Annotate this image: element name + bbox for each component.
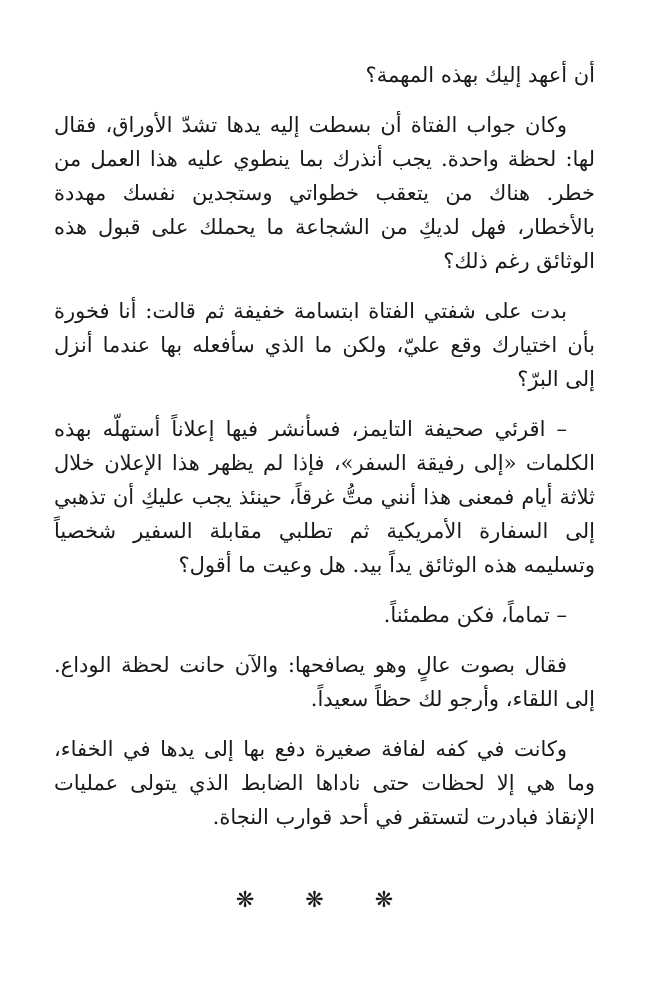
- paragraph-6: فقال بصوت عالٍ وهو يصافحها: والآن حانت لحظة الوداع. إلى اللقاء، وأرجو لك حظاً سعيداً.: [54, 653, 595, 711]
- page-body: [54, 58, 595, 850]
- paragraph-4: – اقرئي صحيفة التايمز، فسأنشر فيها إعلاناً أستهلّه بهذه الكلمات «إلى رفيقة السفر»، فإذا لم يظهر هذا الإعلان خلال ثلاثة أيام فمعنى هذا أنني متُّ غرقاً، حينئذ يجب عليكِ أن تذهبي إلى السفارة الأمريكية ثم تطلبي مقابلة السفير شخصياً وتسليمه هذه الوثائق يداً بيد. هل وعيت ما أقول؟: [54, 417, 595, 577]
- paragraph-1: أن أعهد إليك بهذه المهمة؟: [365, 63, 595, 87]
- paragraph-7: وكانت في كفه لفافة صغيرة دفع بها إلى يدها في الخفاء، وما هي إلا لحظات حتى ناداها الضابط الذي يتولى عمليات الإنقاذ فبادرت لتستقر في أحد قوارب النجاة.: [54, 737, 595, 829]
- paragraph-5: – تماماً، فكن مطمئناً.: [383, 603, 567, 627]
- section-separator: ❋ ❋ ❋: [235, 888, 416, 913]
- paragraph-2: وكان جواب الفتاة أن بسطت إليه يدها تشدّ الأوراق، فقال لها: لحظة واحدة. يجب أنذرك بما ينطوي عليه هذا العمل من خطر. هناك من يتعقب خطواتي وستجدين نفسك مهددة بالأخطار، فهل لديكِ من الشجاعة ما يحملك على قبول هذه الوثائق رغم ذلك؟: [54, 113, 595, 273]
- paragraph-3: بدت على شفتي الفتاة ابتسامة خفيفة ثم قالت: أنا فخورة بأن اختيارك وقع عليّ، ولكن ما الذي سأفعله بها عندما أنزل إلى البرّ؟: [54, 299, 595, 391]
